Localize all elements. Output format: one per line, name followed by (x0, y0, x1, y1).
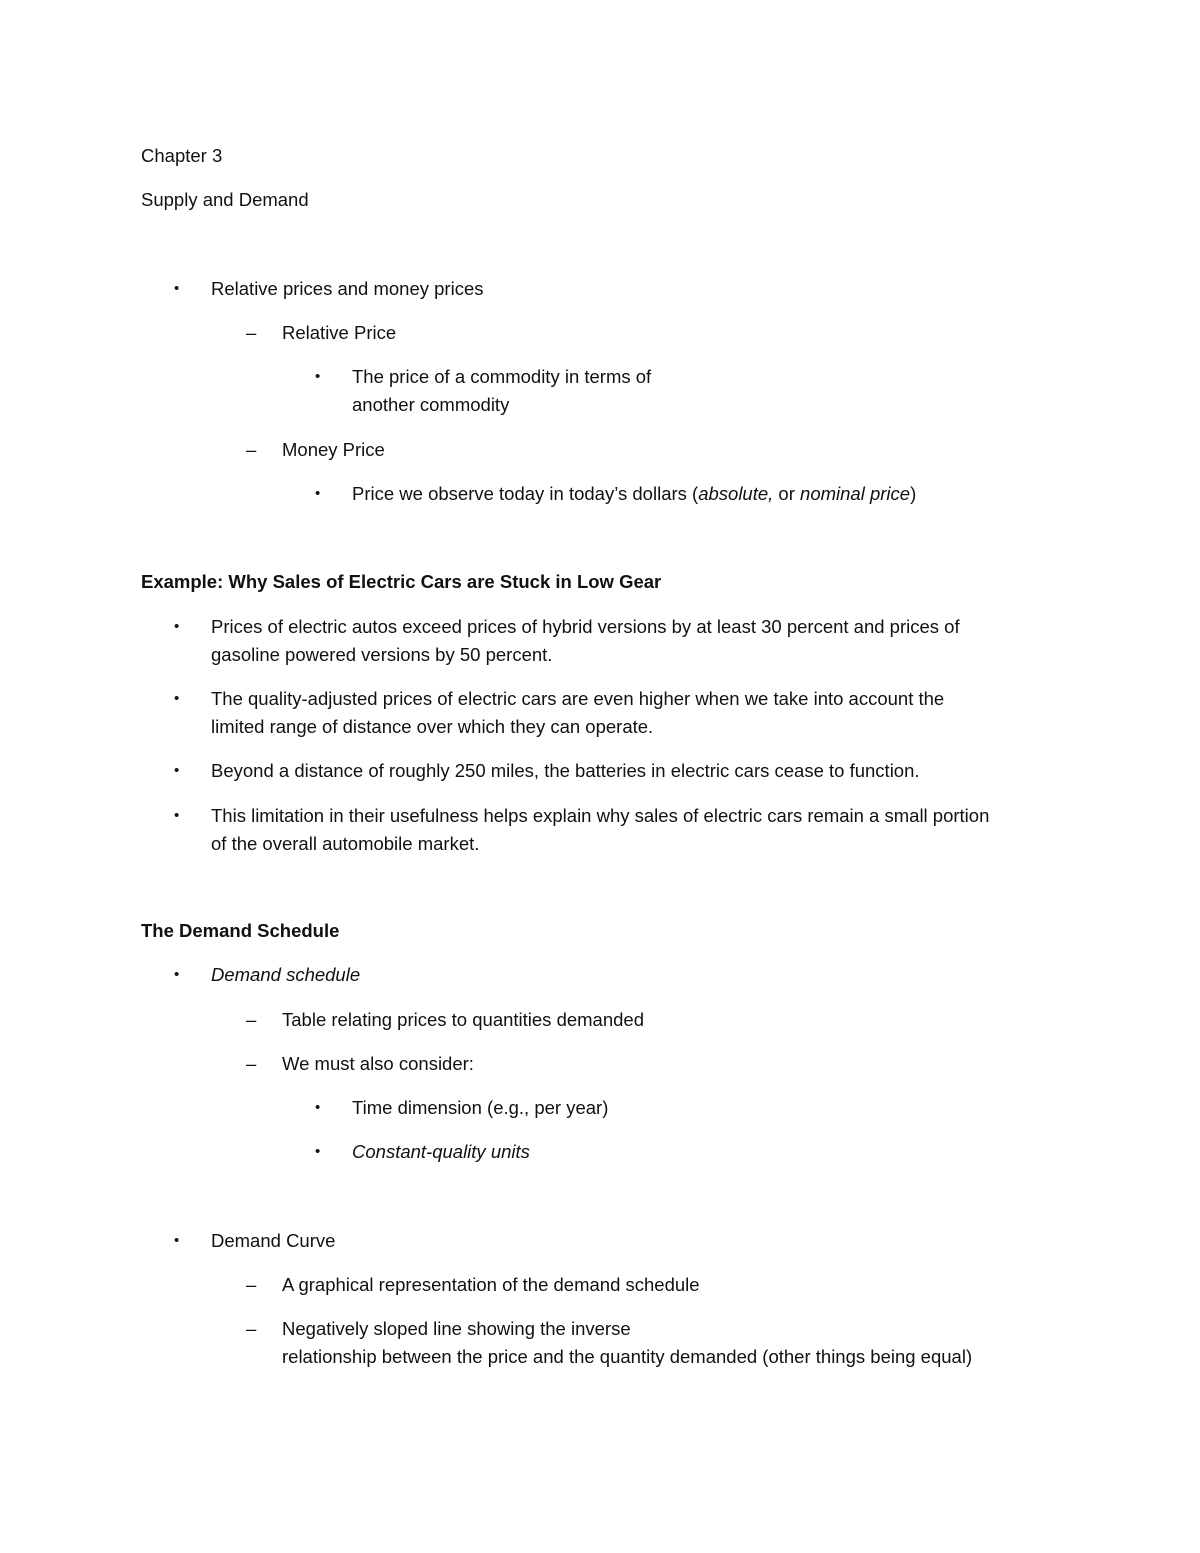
bullet-icon: • (315, 1143, 321, 1160)
dash-icon: – (246, 1009, 257, 1030)
dash-icon: – (246, 1053, 257, 1074)
chapter-label: Chapter 3 (141, 145, 223, 166)
bullet-icon: • (174, 280, 180, 297)
example-bullet-4-line1: This limitation in their usefulness helps explain why sales of electric cars remain a small portion (211, 805, 990, 826)
dash-icon: – (246, 322, 257, 343)
dash-icon: – (246, 1274, 257, 1295)
constant-quality-term: Constant-quality units (352, 1141, 530, 1162)
list-item-relative-price: Relative Price (282, 322, 397, 343)
demand-schedule-definition: Table relating prices to quantities demanded (282, 1009, 645, 1030)
demand-schedule-consider: We must also consider: (282, 1053, 474, 1074)
example-bullet-2-line2: limited range of distance over which they can operate. (211, 716, 654, 737)
relative-price-definition-line2: another commodity (352, 394, 510, 415)
bullet-icon: • (174, 807, 180, 824)
list-item-demand-curve: Demand Curve (211, 1230, 336, 1251)
list-item-money-price: Money Price (282, 439, 385, 460)
dash-icon: – (246, 1318, 257, 1339)
money-price-def-mid: or (773, 483, 801, 504)
relative-price-definition-line1: The price of a commodity in terms of (352, 366, 652, 387)
bullet-icon: • (174, 690, 180, 707)
bullet-icon: • (174, 762, 180, 779)
example-bullet-1-line1: Prices of electric autos exceed prices of hybrid versions by at least 30 percent and prices of (211, 616, 960, 637)
money-price-def-pre: Price we observe today in today’s dollars ( (352, 483, 699, 504)
bullet-icon: • (174, 618, 180, 635)
demand-curve-definition: A graphical representation of the demand schedule (282, 1274, 700, 1295)
bullet-icon: • (315, 1099, 321, 1116)
consider-constant-quality (352, 1138, 530, 1166)
list-item-demand-schedule (211, 961, 360, 989)
money-price-definition (352, 480, 916, 508)
bullet-icon: • (315, 485, 321, 502)
bullet-icon: • (315, 368, 321, 385)
money-price-def-absolute: absolute, (698, 483, 774, 504)
money-price-def-post: ) (910, 483, 917, 504)
consider-time-dimension: Time dimension (e.g., per year) (352, 1097, 609, 1118)
example-bullet-3: Beyond a distance of roughly 250 miles, the batteries in electric cars cease to function. (211, 760, 920, 781)
demand-schedule-term: Demand schedule (211, 964, 361, 985)
chapter-title: Supply and Demand (141, 189, 309, 210)
bullet-icon: • (174, 966, 180, 983)
demand-curve-slope-line2: relationship between the price and the quantity demanded (other things being equal) (282, 1346, 973, 1367)
bullet-icon: • (174, 1232, 180, 1249)
demand-curve-slope-line1: Negatively sloped line showing the inverse (282, 1318, 631, 1339)
list-item-relative-money-prices: Relative prices and money prices (211, 278, 484, 299)
money-price-def-nominal: nominal price (800, 483, 911, 504)
dash-icon: – (246, 439, 257, 460)
example-heading: Example: Why Sales of Electric Cars are Stuck in Low Gear (141, 571, 662, 592)
demand-schedule-heading: The Demand Schedule (141, 920, 340, 941)
example-bullet-4-line2: of the overall automobile market. (211, 833, 480, 854)
example-bullet-2-line1: The quality-adjusted prices of electric cars are even higher when we take into account the (211, 688, 945, 709)
example-bullet-1-line2: gasoline powered versions by 50 percent. (211, 644, 553, 665)
